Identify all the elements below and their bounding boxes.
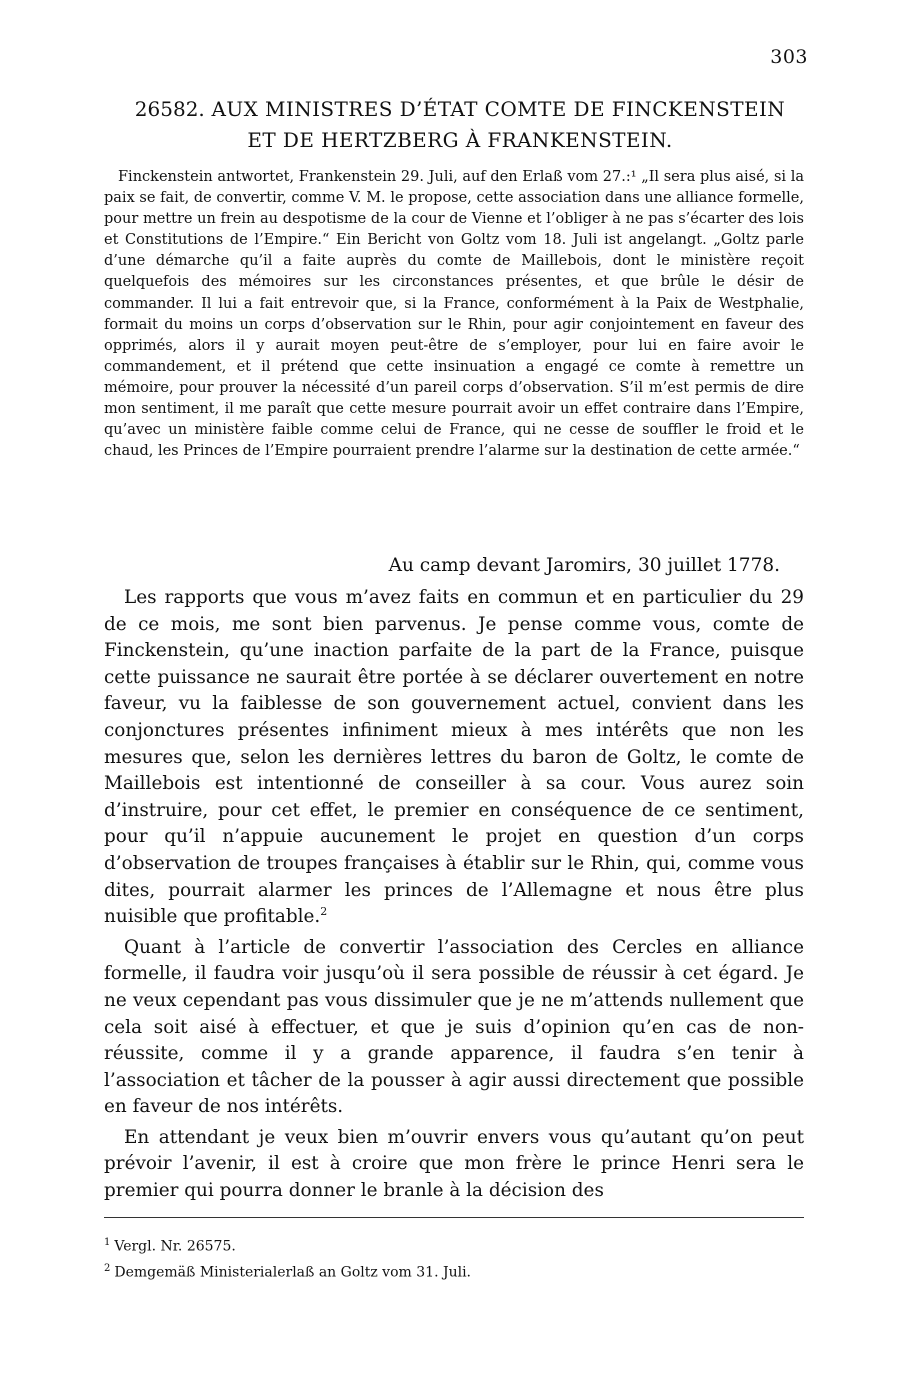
- editorial-summary: Finckenstein antwortet, Frankenstein 29. Juli, auf den Erlaß vom 27.:¹ „Il sera plus aisé, si la paix se fait, de convertir, comme V. M. le propose, cette association dans une alliance formelle, pour mettre un frein au despotisme de la cour de Vienne et l’obliger à ne pas s’écarter des lois et Constitutions de l’Empire.“ Ein Bericht von Goltz vom 18. Juli ist angelangt. „Goltz parle d’une démarche qu’il a faite auprès du comte de Maillebois, dont le ministère reçoit quelquefois des mémoires sur les circonstances présentes, et que brûle le désir de commander. Il lui a fait entrevoir que, si la France, conformément à la Paix de Westphalie, formait du moins un corps d’observation sur le Rhin, pour agir conjointement en faveur des opprimés, alors il y aurait moyen peut-être de s’employer, pour lui en faire avoir le commandement, et il prétend que cette insinuation a engagé ce comte à remettre un mémoire, pour prouver la nécessité d’un pareil corps d’observation. S’il m’est permis de dire mon sentiment, il me paraît que cette mesure pourrait avoir un effet contraire dans l’Empire, qu’avec un ministère faible comme celui de France, qui ne cesse de souffler le froid et le chaud, les Princes de l’Empire pourraient prendre l’alarme sur la destination de cette armée.“: [104, 169, 804, 460]
- footnote-text-2: Demgemäß Ministerialerlaß an Goltz vom 31. Juli.: [114, 1264, 471, 1281]
- page-number: 303: [770, 46, 808, 68]
- dateline: Au camp devant Jaromirs, 30 juillet 1778.: [388, 555, 780, 576]
- footnote-text-1: Vergl. Nr. 26575.: [114, 1238, 236, 1255]
- body-paragraph-3: En attendant je veux bien m’ouvrir envers vous qu’autant qu’on peut prévoir l’avenir, il est à croire que mon frère le prince Henri sera le premier qui pourra donner le branle à la décision des: [104, 1126, 804, 1202]
- letter-body: [104, 585, 804, 1209]
- heading-text-1: AUX MINISTRES D’ÉTAT COMTE DE FINCKENSTEIN: [211, 97, 786, 121]
- footnote-1: [104, 1232, 804, 1258]
- footnote-ref-2: 2: [320, 905, 328, 918]
- footnote-mark-2: 2: [104, 1262, 111, 1274]
- letter-heading: [104, 94, 816, 156]
- body-paragraph-2: Quant à l’article de convertir l’association des Cercles en alliance formelle, il faudra voir jusqu’où il sera possible de réussir à cet égard. Je ne veux cependant pas vous dissimuler que je ne m’attends nullement que cela soit aisé à effectuer, et que je suis d’opinion qu’en cas de non-réussite, comme il y a grande apparence, il faudra s’en tenir à l’association et tâcher de la pousser à agir aussi directement que possible en faveur de nos intérêts.: [104, 936, 804, 1118]
- letter-number: 26582.: [134, 97, 205, 121]
- heading-line-2: ET DE HERTZBERG À FRANKENSTEIN.: [247, 128, 673, 152]
- footnote-mark-1: 1: [104, 1237, 111, 1248]
- footnote-2: [104, 1258, 804, 1284]
- footnotes: [104, 1232, 804, 1283]
- footnote-divider: [104, 1217, 804, 1218]
- paragraph-1-text: Les rapports que vous m’avez faits en commun et en particulier du 29 de ce mois, me sont bien parvenus. Je pense comme vous, comte de Finckenstein, qu’une inaction parfaite de la part de la France, puisque cette puissance ne saurait être portée à se déclarer ouvertement en notre faveur, vu la faiblesse de son gouvernement actuel, convient dans les conjonctures présentes infiniment mieux à mes intérêts que non les mesures que, selon les dernières lettres du baron de Goltz, le comte de Maillebois est intentionné de conseiller à sa cour. Vous aurez soin d’instruire, pour cet effet, le premier en conséquence de ce sentiment, pour qu’il n’appuie aucunement le projet en question d’un corps d’observation de troupes françaises à établir sur le Rhin, qui, comme vous dites, pourrait alarmer les princes de l’Allemagne et nous être plus nuisible que profitable.: [104, 587, 804, 928]
- body-paragraph-1: [104, 585, 804, 931]
- heading-line-1: [104, 94, 816, 125]
